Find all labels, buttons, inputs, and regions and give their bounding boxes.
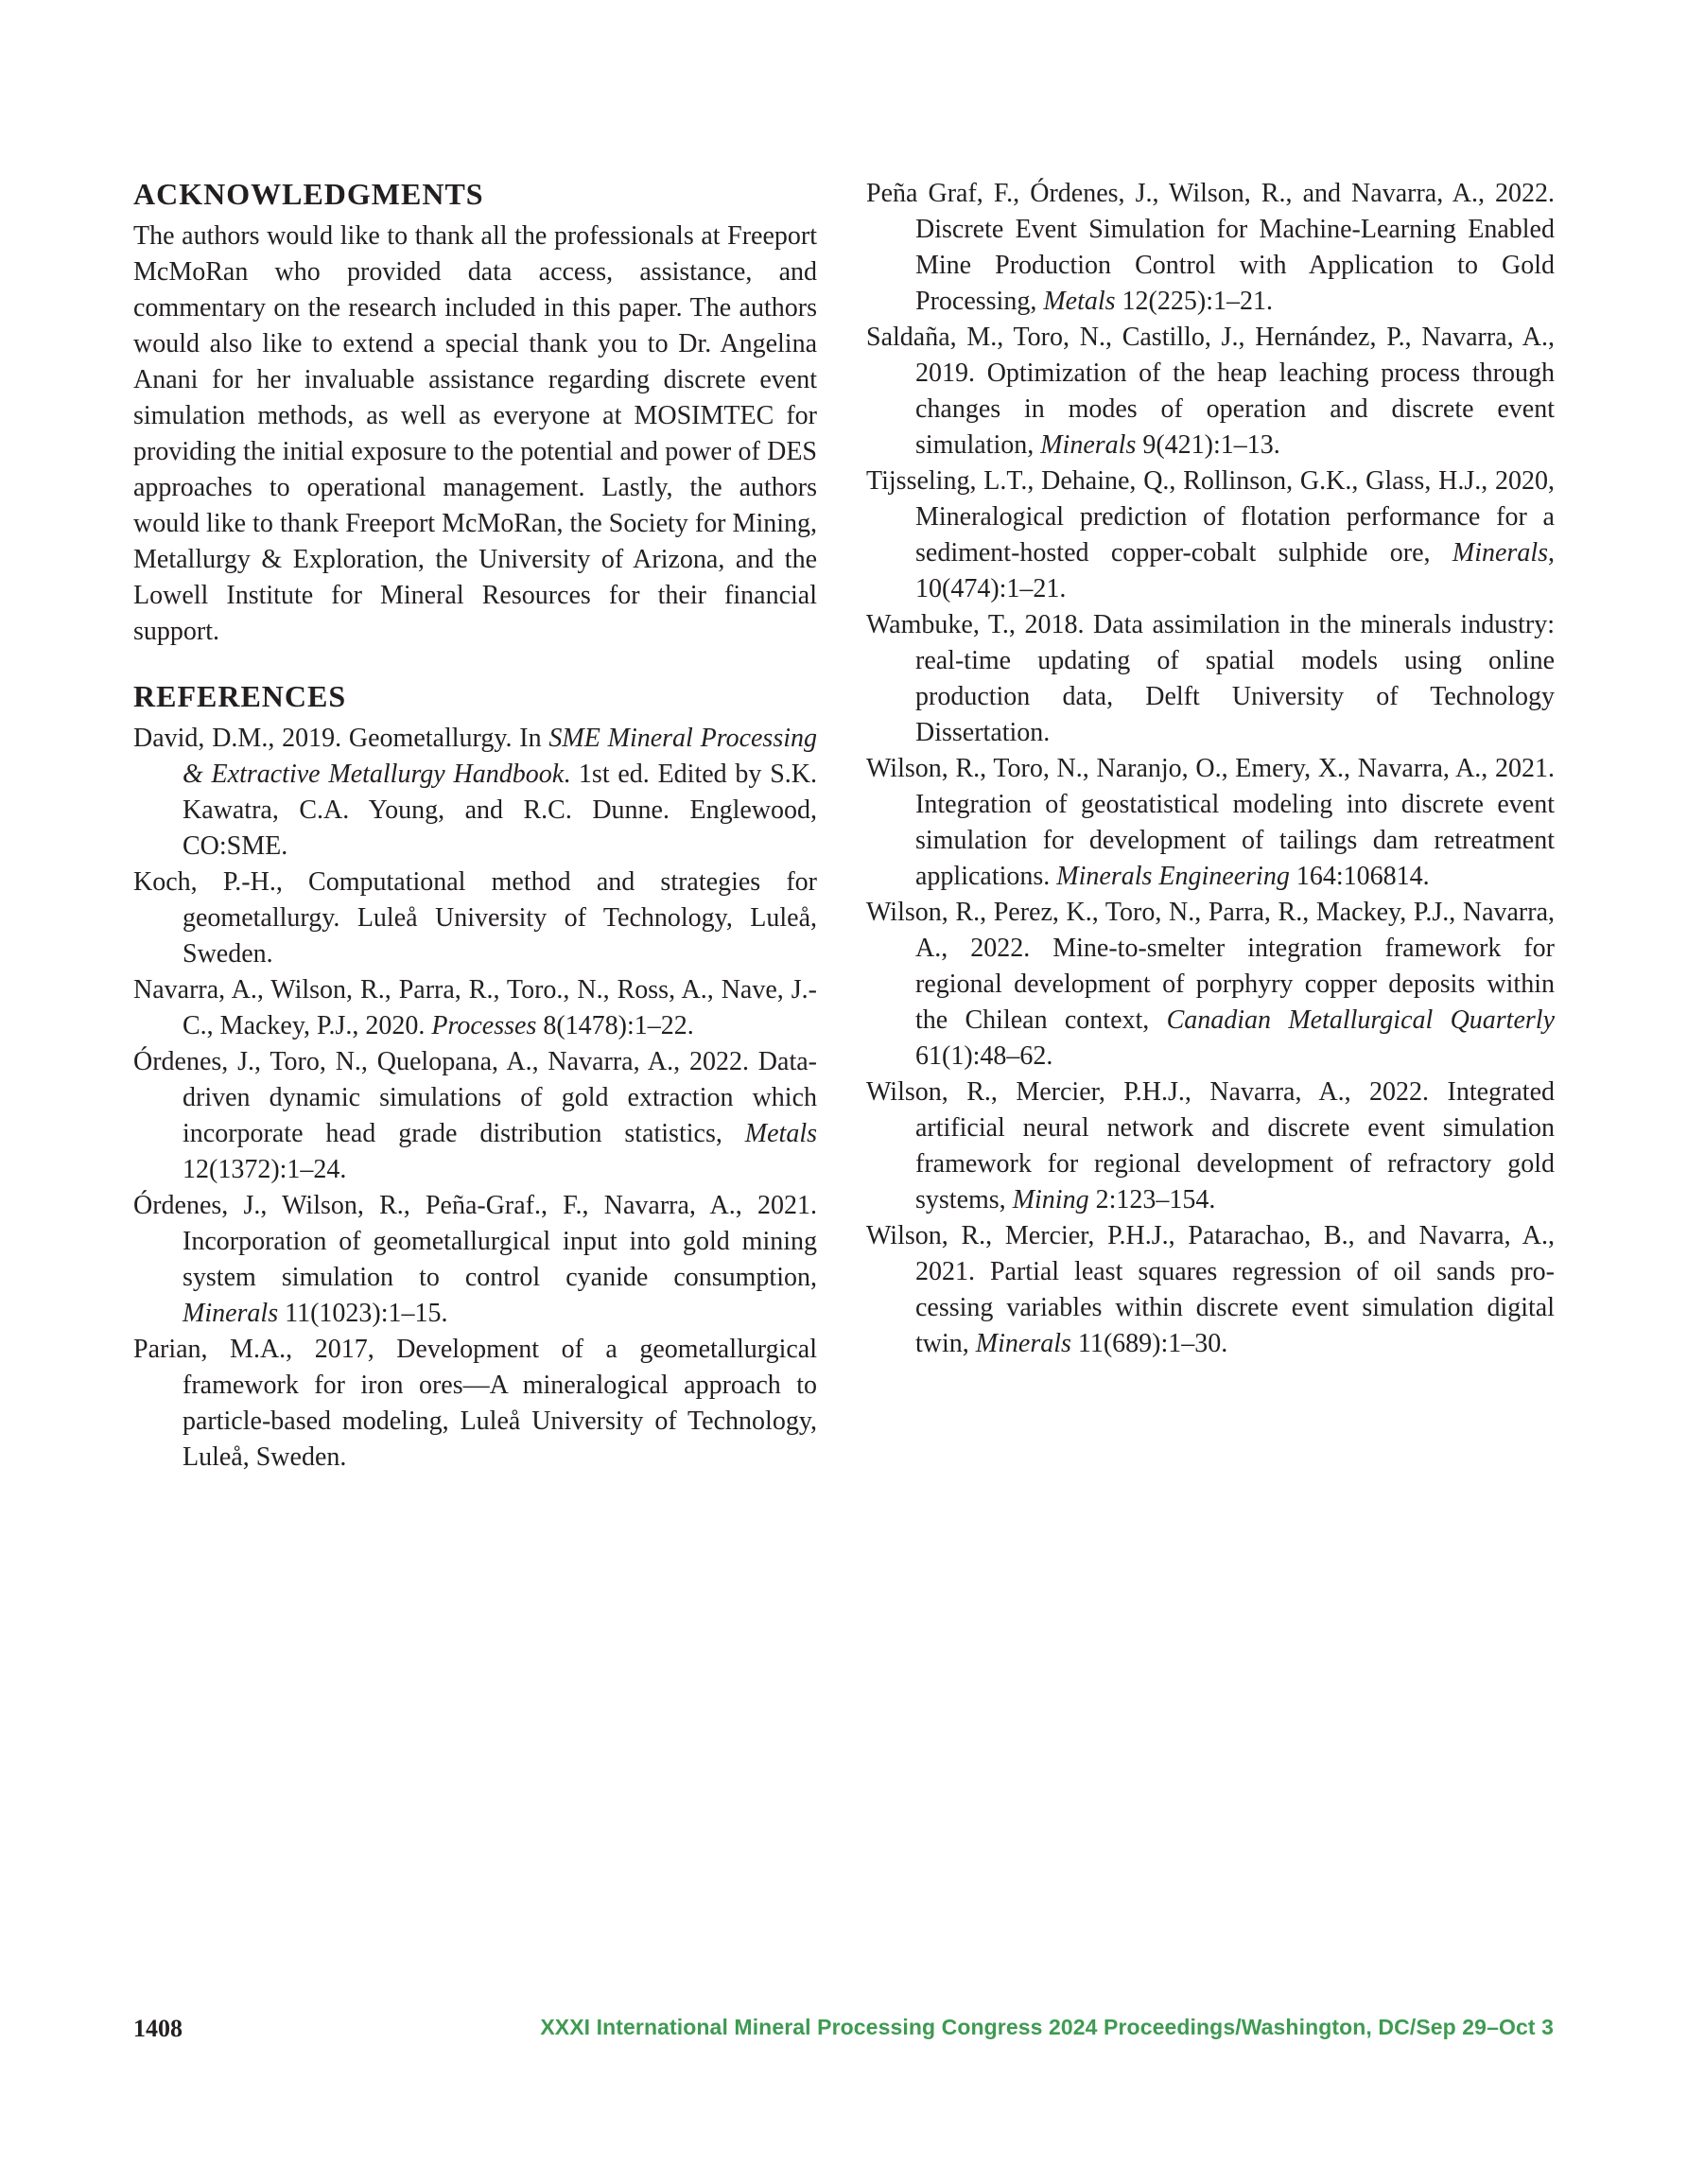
- reference-item: Parian, M.A., 2017, Development of a geometallurgical framework for iron ores—A mineralogical approach to particle-based modeling, Luleå University of Technology, Luleå, Sweden.: [133, 1335, 817, 1472]
- reference-item: Peña Graf, F., Órdenes, J., Wilson, R., and Navarra, A., 2022. Discrete Event Simulation for Machine-Learning Enabled Mine Production Control with Application to Gold Processing, Metals 12(225):1–21.: [866, 179, 1555, 316]
- reference-item: Koch, P.-H., Computational method and strategies for geometallurgy. Luleå University of Technology, Luleå, Sweden.: [133, 867, 817, 969]
- right-column: [866, 176, 1555, 1362]
- references-heading: REFERENCES: [133, 679, 347, 713]
- reference-item: Wilson, R., Toro, N., Naranjo, O., Emery, X., Navarra, A., 2021. Integration of geostatistical modeling into discrete event simulation for development of tailings dam retreatment applications. Minerals Engineering 164:106814.: [866, 754, 1555, 891]
- reference-item: David, D.M., 2019. Geometallurgy. In SME Mineral Processing & Extractive Metallurgy Handbook. 1st ed. Edited by S.K. Kawatra, C.A. Young, and R.C. Dunne. Englewood, CO:SME.: [133, 724, 817, 861]
- reference-item: Órdenes, J., Wilson, R., Peña-Graf., F., Navarra, A., 2021. Incorporation of geometallurgical input into gold mining system simulation to control cyanide consumption, Minerals 11(1023):1–15.: [133, 1191, 817, 1328]
- reference-item: Saldaña, M., Toro, N., Castillo, J., Hernández, P., Navarra, A., 2019. Optimization of the heap leaching process through changes in modes of operation and discrete event simulation, Minerals 9(421):1–13.: [866, 323, 1555, 460]
- reference-item: Wilson, R., Mercier, P.H.J., Navarra, A., 2022. Integrated artificial neural network and discrete event simulation framework for regional development of refractory gold systems, Mining 2:123–154.: [866, 1077, 1555, 1214]
- running-footer-title: XXXI International Mineral Processing Congress 2024 Proceedings/Washington, DC/Sep 29–Oct 3: [540, 2015, 1554, 2039]
- reference-item: Navarra, A., Wilson, R., Parra, R., Toro., N., Ross, A., Nave, J.-C., Mackey, P.J., 2020. Processes 8(1478):1–22.: [133, 975, 817, 1040]
- reference-item: Wilson, R., Perez, K., Toro, N., Parra, R., Mackey, P.J., Navarra, A., 2022. Mine-to-smelter integration framework for regional development of porphyry copper deposits within the Chilean context, Canadian Metallurgical Quarterly 61(1):48–62.: [866, 898, 1555, 1071]
- reference-item: Tijsseling, L.T., Dehaine, Q., Rollinson, G.K., Glass, H.J., 2020, Mineralogical prediction of flotation performance for a sediment-hosted copper-cobalt sulphide ore, Minerals, 10(474):1–21.: [866, 466, 1555, 603]
- acknowledgments-heading: ACKNOWLEDGMENTS: [133, 177, 484, 211]
- page-number: 1408: [133, 2015, 183, 2042]
- acknowledgments-text: The authors would like to thank all the professionals at Freeport McMoRan who provided data access, assistance, and commentary on the research included in this paper. The authors would also like to extend a special thank you to Dr. Angelina Anani for her invaluable assistance regarding discrete event simulation methods, as well as everyone at MOSIMTEC for providing the initial exposure to the potential and power of DES approaches to operational management. Lastly, the authors would like to thank Freeport McMoRan, the Society for Mining, Metallurgy & Exploration, the University of Arizona, and the Lowell Institute for Mineral Resources for their financial support.: [133, 221, 817, 646]
- reference-item: Wambuke, T., 2018. Data assimilation in the minerals industry: real-time updating of spatial models using online production data, Delft University of Technology Dissertation.: [866, 610, 1555, 747]
- page-footer: [133, 2015, 1554, 2053]
- left-column: [133, 176, 817, 1476]
- reference-item: Wilson, R., Mercier, P.H.J., Patarachao, B., and Navarra, A., 2021. Partial least squares regression of oil sands processing variables within discrete event simulation digital twin, Minerals 11(689):1–30.: [866, 1221, 1555, 1358]
- reference-item: Órdenes, J., Toro, N., Quelopana, A., Navarra, A., 2022. Data-driven dynamic simulations of gold extraction which incorporate head grade distribution statistics, Metals 12(1372):1–24.: [133, 1047, 817, 1184]
